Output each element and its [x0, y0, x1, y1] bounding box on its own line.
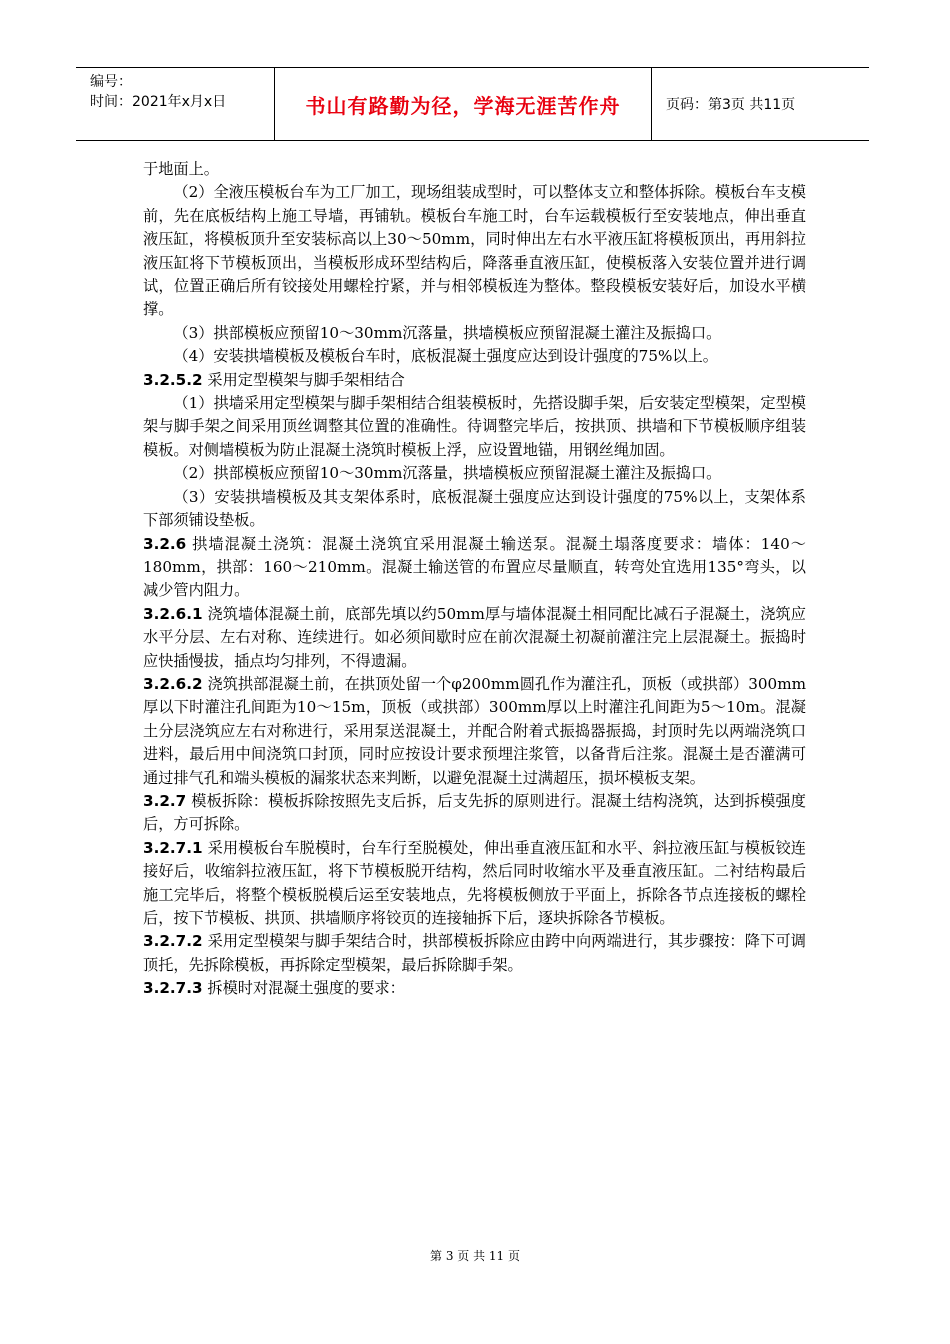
section-number: 3.2.6.1: [143, 604, 203, 623]
body-paragraph: （3）拱部模板应预留10～30mm沉落量，拱墙模板应预留混凝土灌注及振捣口。: [173, 323, 722, 342]
continued-paragraph: 于地面上。: [143, 160, 219, 178]
section-paragraph: [143, 790, 806, 837]
section-text: 浇筑墙体混凝土前，底部先填以约50mm厚与墙体混凝土相同配比减石子混凝土，浇筑应水平分层、左右对称、连续进行。如必须间歇时应在前次混凝土初凝前灌注完上层混凝土。振捣时应快插慢拔，插点均匀排列，不得遗漏。: [143, 604, 806, 670]
section-number: 3.2.6.2: [143, 674, 203, 693]
section-paragraph: [143, 977, 806, 1000]
section-paragraph: [143, 603, 806, 673]
section-paragraph: [143, 369, 806, 392]
doc-date-label: 时间：2021年x月x日: [90, 94, 227, 110]
section-number: 3.2.7.2: [143, 932, 203, 951]
section-text: 浇筑拱部混凝土前，在拱顶处留一个φ200mm圆孔作为灌注孔，顶板（或拱部）300mm厚以下时灌注孔间距为10～15m，顶板（或拱部）300mm厚以上时灌注孔间距为5～10m。混凝土分层浇筑应左右对称进行，采用泵送混凝土，并配合附着式振捣器振捣，封顶时先以两端浇筑口进料，最后用中间浇筑口封顶，同时应按设计要求预埋注浆管，以备背后注浆。混凝土是否灌满可通过排气孔和端头模板的漏浆状态来判断，以避免混凝土过满超压，损坏模板支架。: [143, 674, 806, 787]
body-paragraph: （4）安装拱墙模板及模板台车时，底板混凝土强度应达到设计强度的75%以上。: [173, 347, 718, 366]
section-number: 3.2.7.3: [143, 979, 203, 998]
section-text: 采用模板台车脱模时，台车行至脱模处，伸出垂直液压缸和水平、斜拉液压缸与模板铰连接好后，收缩斜拉液压缸，将下节模板脱开结构，然后同时收缩水平及垂直液压缸。二衬结构最后施工完毕后，将整个模板脱模后运至安装地点，先将模板侧放于平面上，拆除各节点连接板的螺栓后，按下节模板、拱顶、拱墙顺序将铰页的连接轴拆下后，逐块拆除各节模板。: [143, 838, 806, 927]
body-paragraph: （3）安装拱墙模板及其支架体系时，底板混凝土强度应达到设计强度的75%以上，支架体系下部须铺设垫板。: [143, 487, 806, 530]
section-text: 模板拆除：模板拆除按照先支后拆，后支先拆的原则进行。混凝土结构浇筑，达到拆模强度后，方可拆除。: [143, 791, 806, 834]
section-text: 采用定型模架与脚手架相结合: [202, 370, 405, 389]
page-footer: 第 3 页 共 11 页: [430, 1249, 520, 1263]
header-page-label: 页码：第3页 共11页: [666, 97, 796, 113]
header-motto-cell: [274, 68, 652, 140]
header-motto: 书山有路勤为径，学海无涯苦作舟: [305, 93, 621, 118]
section-number: 3.2.5.2: [143, 370, 203, 389]
section-text: 拱墙混凝土浇筑：混凝土浇筑宜采用混凝土输送泵。混凝土塌落度要求：墙体：140～180mm，拱部：160～210mm。混凝土输送管的布置应尽量顺直，转弯处宜选用135°弯头，以减少管内阻力。: [143, 534, 806, 600]
header-meta: [76, 68, 274, 140]
section-paragraph: [143, 533, 806, 603]
section-paragraph: [143, 837, 806, 931]
body-paragraph: （1）拱墙采用定型模架与脚手架相结合组装模板时，先搭设脚手架，后安装定型模架，定型模架与脚手架之间采用顶丝调整其位置的准确性。待调整完毕后，按拱顶、拱墙和下节模板顺序组装模板。对侧墙模板为防止混凝土浇筑时模板上浮，应设置地锚，用钢丝绳加固。: [143, 394, 806, 459]
section-text: 采用定型模架与脚手架结合时，拱部模板拆除应由跨中向两端进行，其步骤按：降下可调顶托，先拆除模板，再拆除定型模架，最后拆除脚手架。: [143, 932, 806, 974]
section-text: 拆模时对混凝土强度的要求：: [202, 979, 405, 998]
page-header: [76, 67, 869, 141]
section-number: 3.2.7: [143, 791, 187, 810]
section-number: 3.2.7.1: [143, 838, 203, 857]
section-paragraph: [143, 930, 806, 977]
document-body: [143, 158, 806, 1001]
body-paragraph: （2）全液压模板台车为工厂加工，现场组装成型时，可以整体支立和整体拆除。模板台车支模前，先在底板结构上施工导墙，再铺轨。模板台车施工时，台车运载模板行至安装地点，伸出垂直液压缸，将模板顶升至安装标高以上30～50mm，同时伸出左右水平液压缸将模板顶出，再用斜拉液压缸将下节模板顶出，当模板形成环型结构后，降落垂直液压缸，使模板落入安装位置并进行调试，位置正确后所有铰接处用螺栓拧紧，并与相邻模板连为整体。整段模板安装好后，加设水平横撑。: [143, 183, 806, 319]
header-page-cell: [652, 68, 869, 140]
section-number: 3.2.6: [143, 534, 187, 553]
section-paragraph: [143, 673, 806, 790]
doc-number-label: 编号：: [90, 74, 132, 90]
body-paragraph: （2）拱部模板应预留10～30mm沉落量，拱墙模板应预留混凝土灌注及振捣口。: [173, 464, 722, 483]
